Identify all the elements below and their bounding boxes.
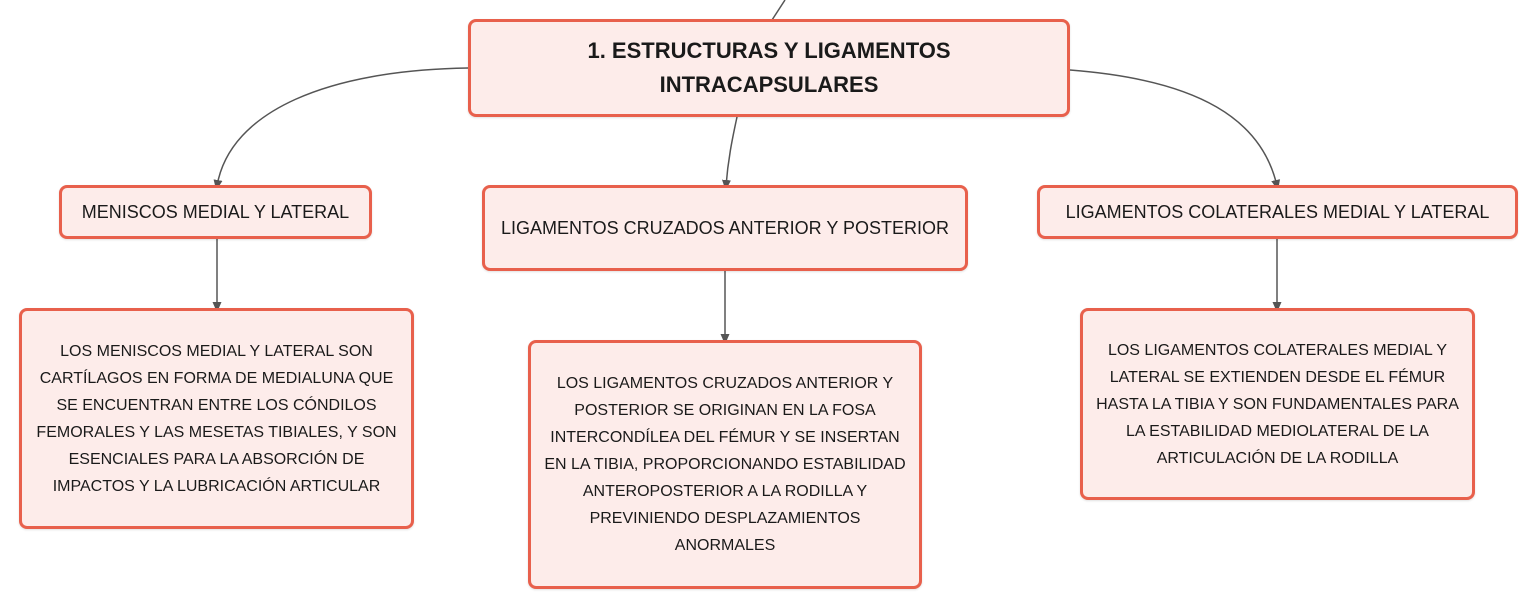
topic-node-meniscos[interactable]	[59, 185, 372, 239]
connector-root-colaterales	[1070, 70, 1277, 186]
topic-node-cruzados[interactable]	[482, 185, 968, 271]
topic-node-label: MENISCOS MEDIAL Y LATERAL	[81, 202, 350, 222]
topic-node-label: LIGAMENTOS COLATERALES MEDIAL Y LATERAL	[1065, 202, 1490, 222]
detail-node-text: LOS MENISCOS MEDIAL Y LATERAL SON CARTÍLAGOS EN FORMA DE MEDIALUNA QUE SE ENCUENTRAN ENTRE LOS CÓNDILOS FEMORALES Y LAS MESETAS TIBIALES, Y SON ESENCIALES PARA LA ABSORCIÓN DE IMPACTOS Y LA LUBRICACIÓN ARTICULAR	[36, 342, 397, 495]
root-node[interactable]	[468, 19, 1070, 117]
root-node-label: 1. ESTRUCTURAS Y LIGAMENTOS INTRACAPSULARES	[587, 38, 951, 97]
detail-node-meniscos[interactable]	[19, 308, 414, 529]
detail-node-cruzados[interactable]	[528, 340, 922, 589]
connector-root-cruzados	[726, 117, 737, 186]
connector-root-meniscos	[217, 68, 468, 186]
topic-node-colaterales[interactable]	[1037, 185, 1518, 239]
topic-node-label: LIGAMENTOS CRUZADOS ANTERIOR Y POSTERIOR	[500, 218, 950, 238]
detail-node-text: LOS LIGAMENTOS CRUZADOS ANTERIOR Y POSTERIOR SE ORIGINAN EN LA FOSA INTERCONDÍLEA DEL FÉMUR Y SE INSERTAN EN LA TIBIA, PROPORCIONANDO ESTABILIDAD ANTEROPOSTERIOR A LA RODILLA Y PREVINIENDO DESPLAZAMIENTOS ANORMALES	[544, 375, 906, 554]
parent-connector	[772, 0, 785, 20]
detail-node-text: LOS LIGAMENTOS COLATERALES MEDIAL Y LATERAL SE EXTIENDEN DESDE EL FÉMUR HASTA LA TIBIA Y SON FUNDAMENTALES PARA LA ESTABILIDAD MEDIOLATERAL DE LA ARTICULACIÓN DE LA RODILLA	[1096, 341, 1459, 467]
detail-node-colaterales[interactable]	[1080, 308, 1475, 500]
